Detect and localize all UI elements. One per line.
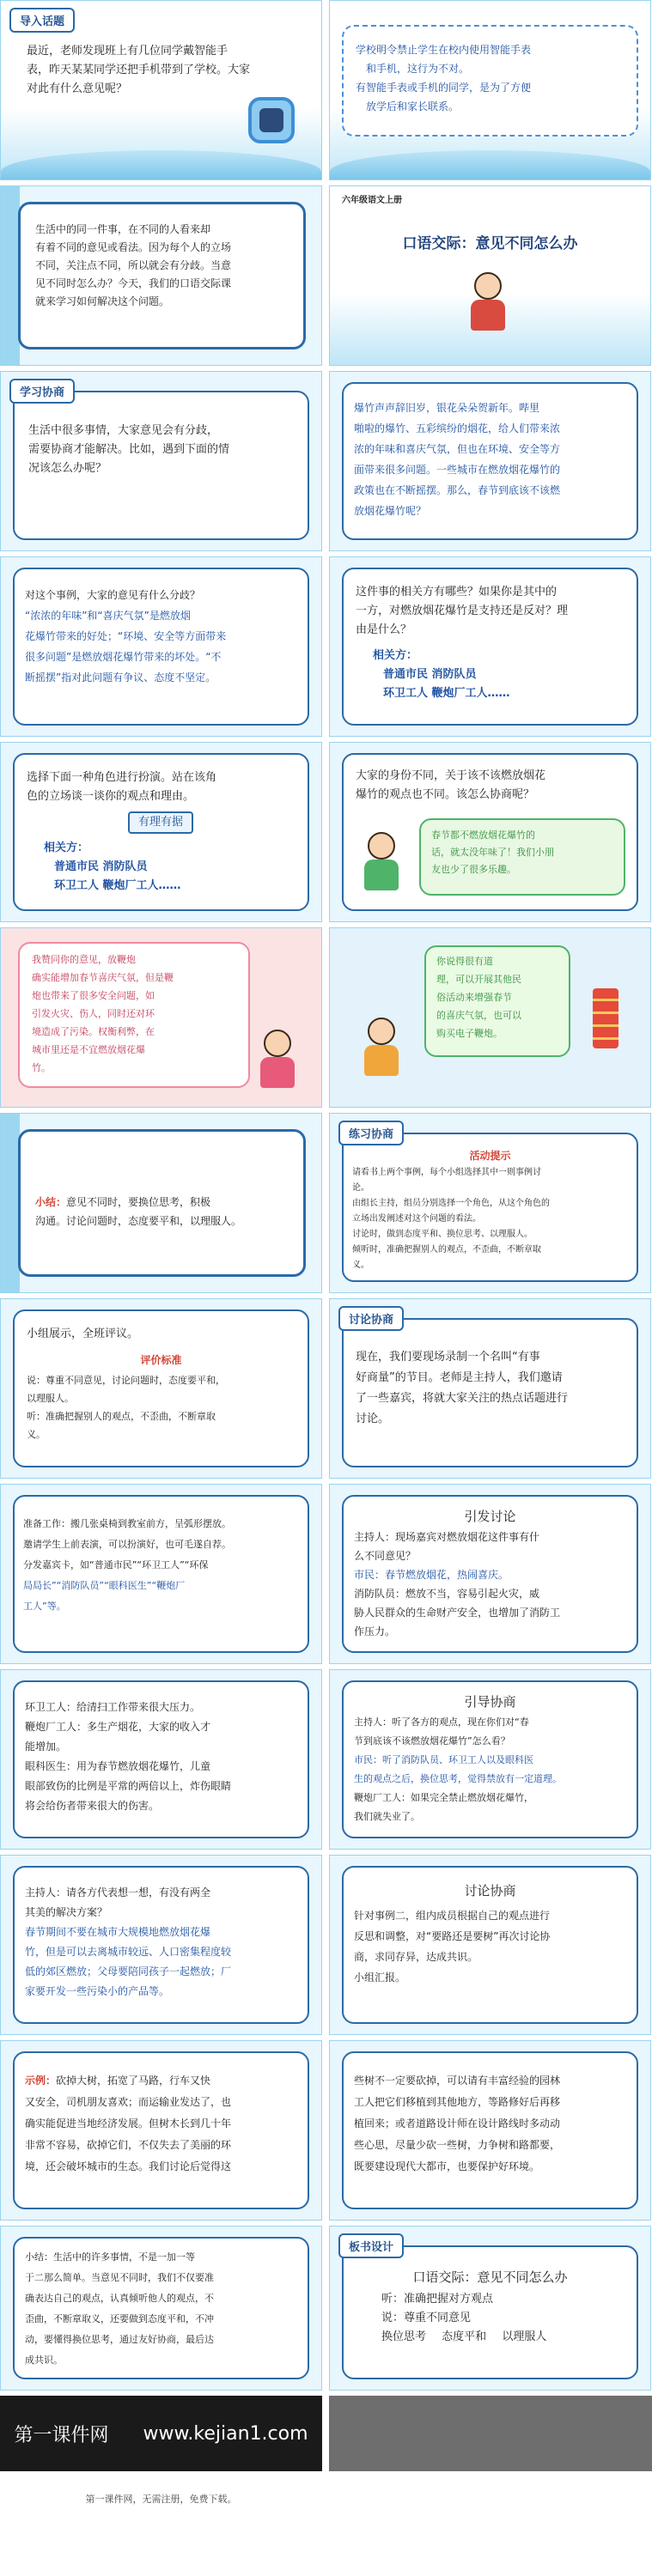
footer-gray-panel: [329, 2396, 652, 2471]
slide-19: [0, 1669, 322, 1850]
section-title: 引发讨论: [464, 1509, 516, 1524]
girl-image: [257, 1030, 298, 1090]
wave-decoration: [1, 150, 321, 179]
slide-text: 生活中的同一件事，在不同的人看来却 有着不同的意见或看法。因为每个人的立场 不同，关注点不同，所以就会有分歧。当意 见不同时怎么办？今天，我们的口语交际课 就来学习如何解决这个问题。: [35, 223, 232, 307]
slide-12: [329, 927, 651, 1108]
bubble-text: 你说得很有道 理，可以开展其他民 俗活动来增强春节 的喜庆气氛，也可以 购买电子鞭炮。: [436, 956, 521, 1039]
grade-label: 六年级语文上册: [342, 196, 402, 205]
boy-image: [361, 832, 402, 892]
slide-16: [329, 1298, 651, 1479]
bubble-text: 我赞同你的意见，放鞭炮 确实能增加春节喜庆气氛，但是鞭 炮也带来了很多安全问题，如 引发火灾、伤人，同时还对环 境造成了污染。权衡利弊，在 城市里还是不宜燃放烟花爆 竹。: [32, 954, 174, 1073]
smartwatch-image: [248, 97, 295, 143]
parties-list: 相关方： 普通市民 消防队员 环卫工人 鞭炮厂工人……: [373, 649, 510, 700]
parties-list: 相关方： 普通市民 消防队员 环卫工人 鞭炮厂工人……: [44, 841, 181, 892]
slide-8: [329, 556, 651, 737]
slide-tag: 练习协商: [338, 1121, 404, 1145]
slide-18: [329, 1484, 651, 1664]
section-title: 活动提示: [469, 1150, 511, 1162]
slide-11: [0, 927, 322, 1108]
footer-url[interactable]: www.kejian1.com: [143, 2422, 308, 2445]
slide-4: [329, 185, 651, 366]
slide-text: 对这个事例，大家的意见有什么分歧？ “浓浓的年味”和“喜庆气氛”是燃放烟 花爆竹带来的好处；“环境、安全等方面带来 很多问题”是燃放烟花爆竹带来的坏处。“不 断摇摆”指对此问题有争议、态度不坚定。: [25, 589, 227, 683]
slide-25: [0, 2226, 322, 2391]
slide-text: 现在，我们要现场录制一个名叫“有事 好商量”的节目。老师是主持人，我们邀请 了一些嘉宾，将就大家关注的热点话题进行 讨论。: [356, 1351, 569, 1425]
firecracker-image: [593, 988, 618, 1048]
slide-text: 主持人：请各方代表想一想，有没有两全 其美的解决方案？ 春节期间不要在城市大规模地燃放烟花爆 竹，但是可以去离城市较远、人口密集程度较 低的郊区燃放；父母要陪同孩子一起燃放；厂 家要开发一些污染小的产品等。: [25, 1886, 232, 1997]
slide-13: [0, 1113, 322, 1293]
slide-text: 选择下面一种角色进行扮演。站在该角 色的立场谈一谈你的观点和理由。: [27, 771, 217, 803]
slide-text: 示例：砍掉大树，拓宽了马路，行车又快 又安全，司机朋友喜欢；而运输业发达了，也 确实能促进当地经济发展。但树木长到几十年 非常不容易，砍掉它们，不仅失去了美丽的环 境，还会破坏城市的生态。我们讨论后觉得这: [25, 2075, 232, 2172]
wave-decoration: [330, 150, 650, 179]
criteria-list: 说：尊重不同意见，讨论问题时，态度要平和， 以理服人。 听：准确把握别人的观点，不歪曲，不断章取 义。: [27, 1375, 225, 1440]
slide-text: 环卫工人：给清扫工作带来很大压力。 鞭炮厂工人：多生产烟花，大家的收入才 能增加。 眼科医生：用为春节燃放烟花爆竹，儿童 眼部致伤的比例是平常的两倍以上，炸伤眼睛 将会给伤者带来很大的伤害。: [25, 1701, 232, 1812]
section-title: 引导协商: [464, 1694, 516, 1710]
prep-list: 准备工作：搬几张桌椅到教室前方，呈弧形摆放。 邀请学生上前表演，可以扮演好，也可毛遂自荐。 分发嘉宾卡，如“普通市民”“环卫工人”“环保 局局长”“消防队员”“眼科医生”“鞭炮厂 工人”等。: [23, 1518, 231, 1612]
slide-text: 学校明令禁止学生在校内使用智能手表 和手机，这行为不对。 有智能手表或手机的同学，是为了方便 放学后和家长联系。: [356, 44, 532, 112]
slide-text: 小组展示，全班评议。: [27, 1327, 139, 1340]
slide-text: 些树不一定要砍掉，可以请有丰富经验的园林 工人把它们移植到其他地方，等路修好后再移 植回来；或者道路设计师在设计路线时多动动 些心思，尽量少砍一些树，力争树和路都要， 既要建设现代大都市，也要保护好环境。: [354, 2075, 561, 2172]
slide-20: [329, 1669, 651, 1850]
slide-text: 这件事的相关方有哪些？如果你是其中的 一方，对燃放烟花爆竹是支持还是反对？理 由是什么？: [356, 586, 569, 636]
slide-tag: 学习协商: [9, 379, 75, 404]
footer-note: 第一课件网，无需注册，免费下载。: [85, 2494, 237, 2505]
slide-3: [0, 185, 322, 366]
slide-text: 主持人：听了各方的观点，现在你们对“春 节到底该不该燃放烟花爆竹”怎么看？ 市民：听了消防队员、环卫工人以及眼科医 生的观点之后，换位思考，觉得禁放有一定道理。 鞭炮厂工人：如果完全禁止燃放烟花爆竹， 我们就失业了。: [354, 1716, 562, 1822]
board-content: 听：准确把握对方观点 说：尊重不同意见 换位思考 态度平和 以理服人: [381, 2293, 547, 2343]
slide-24: [329, 2040, 651, 2221]
slide-tag: 讨论协商: [338, 1306, 404, 1331]
footer-banner: [0, 2396, 322, 2471]
footer: [0, 2396, 652, 2576]
slide-6: [329, 371, 651, 551]
slide-text: 大家的身份不同，关于该不该燃放烟花 爆竹的观点也不同。该怎么协商呢？: [356, 769, 546, 801]
ribbon-decoration: [1, 186, 20, 365]
slide-tag: 导入话题: [9, 8, 75, 33]
slide-14: [329, 1113, 651, 1293]
slide-text: 最近，老师发现班上有几位同学戴智能手 表，昨天某某同学还把手机带到了学校。大家 对此有什么意见呢？: [27, 45, 251, 95]
page-title: 口语交际：意见不同怎么办: [402, 235, 578, 252]
slide-text: 针对事例二，组内成员根据自己的观点进行 反思和调整，对“要路还是要树”再次讨论协 商，求同存异，达成共识。 小组汇报。: [354, 1910, 551, 1984]
slide-text: 小结：意见不同时，要换位思考，积极 沟通。讨论问题时，态度要平和，以理服人。: [35, 1196, 242, 1227]
tips-list: 请看书上两个事例，每个小组选择其中一则事例讨 论。 由组长主持，组员分别选择一个角色，从这个角色的 立场出发阐述对这个问题的看法。 讨论时，做到态度平和、换位思考、以理服人。 倾听时，准确把握别人的观点，不歪曲，不断章取 义。: [352, 1168, 550, 1270]
board-title: 口语交际：意见不同怎么办: [412, 2269, 568, 2285]
slide-text: 生活中很多事情，大家意见会有分歧， 需要协商才能解决。比如，遇到下面的情 况该怎么办呢？: [28, 424, 230, 475]
slide-text: 小结：生活中的许多事情，不是一加一等 于二那么简单。当意见不同时，我们不仅要准 确表达自己的观点，认真倾听他人的观点，不 歪曲，不断章取义，还要做到态度平和，不冲 动，要懂得换位思考，通过友好协商，最后达 成共识。: [25, 2251, 214, 2366]
slide-9: [0, 742, 322, 922]
slide-2: [329, 0, 651, 180]
role-badge: 有理有据: [128, 811, 193, 834]
ribbon-decoration: [1, 1114, 20, 1292]
slide-15: [0, 1298, 322, 1479]
bubble-text: 春节都不燃放烟花爆竹的 话，就太没年味了！我们小朋 友也少了很多乐趣。: [431, 829, 554, 875]
slide-text: 主持人：现场嘉宾对燃放烟花这件事有什 么不同意见？ 市民：春节燃放烟花，热闹喜庆。 消防队员：燃放不当，容易引起火灾，威 胁人民群众的生命财产安全，也增加了消防工 作压力。: [354, 1531, 561, 1637]
slide-7: [0, 556, 322, 737]
slide-text: 爆竹声声辞旧岁，银花朵朵贺新年。哔里 啪啦的爆竹、五彩缤纷的烟花，给人们带来浓 浓的年味和喜庆气氛，但也在环境、安全等方 面带来很多问题。一些城市在燃放烟花爆竹的 政策也在不断摇摆。那么，春节到底该不该燃 放烟花爆竹呢？: [354, 402, 561, 517]
slide-5: [0, 371, 322, 551]
footer-brand: 第一课件网: [14, 2424, 109, 2446]
slide-17: [0, 1484, 322, 1664]
section-title: 评价标准: [140, 1354, 182, 1366]
slide-tag: 板书设计: [338, 2233, 404, 2258]
slide-26: [329, 2226, 651, 2391]
slide-10: [329, 742, 651, 922]
slide-22: [329, 1855, 651, 2035]
slide-1: [0, 0, 322, 180]
reading-child-image: [467, 272, 509, 332]
section-title: 讨论协商: [464, 1883, 516, 1899]
boy-image: [361, 1018, 402, 1078]
slide-21: [0, 1855, 322, 2035]
slide-23: [0, 2040, 322, 2221]
